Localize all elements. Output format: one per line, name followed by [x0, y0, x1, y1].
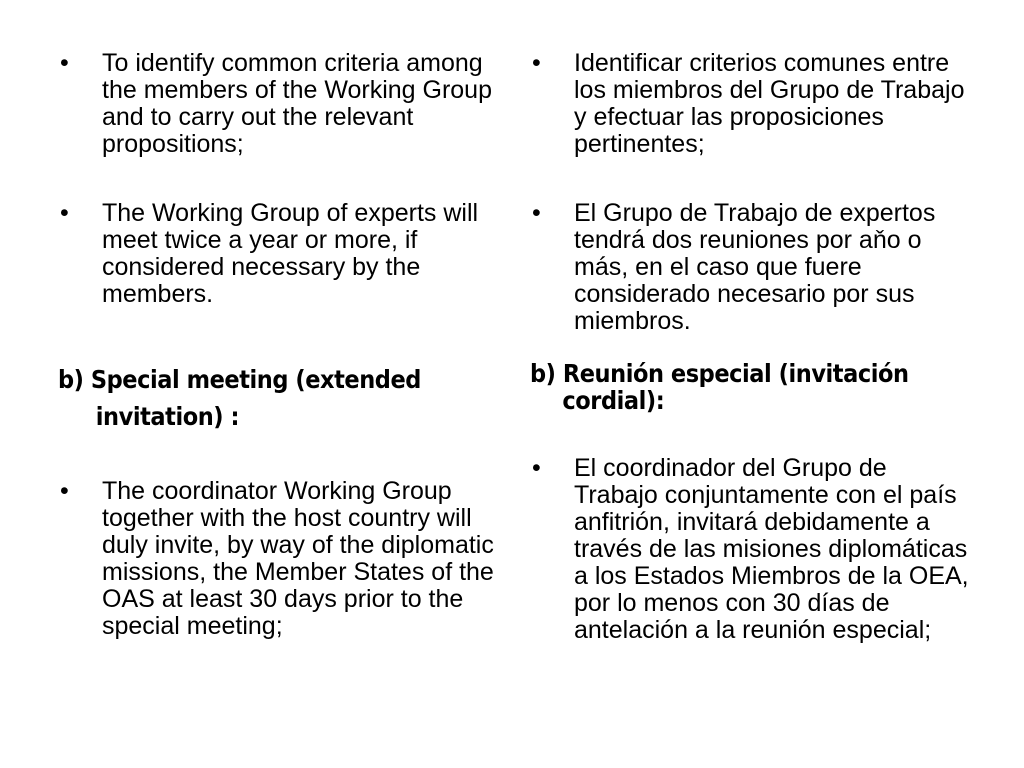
subheading-line-1: b) Reunión especial (invitación	[530, 359, 909, 388]
spanish-bullet-1	[530, 50, 970, 158]
subheading-line-2: invitation) :	[95, 402, 240, 431]
english-bullet-1	[58, 50, 498, 158]
english-subheading	[58, 366, 454, 430]
spanish-subheading	[530, 360, 926, 414]
english-bullet-2	[58, 200, 498, 308]
bullet-marker: •	[532, 454, 541, 482]
subheading-line-1: b) Special meeting (extended	[58, 365, 421, 394]
bullet-marker: •	[532, 49, 541, 77]
bullet-marker: •	[60, 49, 69, 77]
bullet-marker: •	[60, 477, 69, 505]
bullet-text: The coordinator Working Group together with the host country will duly invite, by way of the diplomatic missions, the Member States of the OAS at least 30 days prior to the special meeting;	[102, 477, 494, 640]
bullet-marker: •	[60, 199, 69, 227]
subheading-line-2: cordial):	[562, 386, 665, 415]
bullet-text: To identify common criteria among the members of the Working Group and to carry out the relevant propositions;	[102, 49, 492, 158]
spanish-bullet-3	[530, 455, 970, 644]
bullet-marker: •	[532, 199, 541, 227]
bullet-text: Identificar criterios comunes entre los miembros del Grupo de Trabajo y efectuar las proposiciones pertinentes;	[574, 49, 965, 158]
bullet-text: El coordinador del Grupo de Trabajo conjuntamente con el país anfitrión, invitará debidamente a través de las misiones diplomáticas a los Estados Miembros de la OEA, por lo menos con 30 días de antelación a la reunión especial;	[574, 454, 969, 644]
bullet-text: The Working Group of experts will meet twice a year or more, if considered necessary by the members.	[102, 199, 479, 308]
english-bullet-3	[58, 478, 498, 640]
bullet-text: El Grupo de Trabajo de expertos tendrá dos reuniones por aňo o más, en el caso que fuere considerado necesario por sus miembros.	[574, 199, 936, 335]
spanish-bullet-2	[530, 200, 970, 335]
